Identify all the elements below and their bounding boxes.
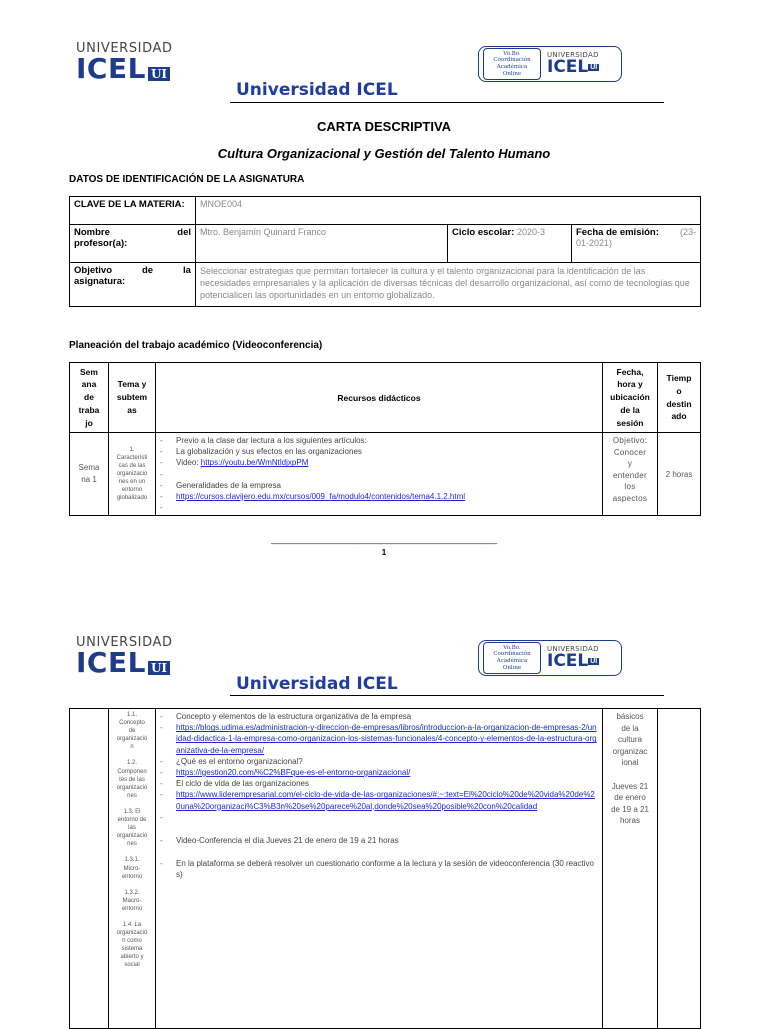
bullet-dash: - bbox=[160, 779, 163, 789]
tema-line: organizacio bbox=[116, 471, 148, 478]
subtema-line: organizació bbox=[116, 736, 148, 743]
row-fecha bbox=[603, 433, 658, 516]
header-fecha bbox=[603, 363, 658, 433]
resource-text: Concepto y elementos de la estructura organizativa de la empresa bbox=[176, 712, 412, 721]
badge-logo-main: ICEL bbox=[547, 57, 589, 77]
header-semana-line: Sem bbox=[80, 366, 98, 377]
badge-logo bbox=[547, 52, 599, 76]
page-number: 1 bbox=[381, 548, 387, 557]
planning-table-continued bbox=[69, 708, 701, 1029]
subtema-line: 1.4. La bbox=[122, 921, 142, 928]
subtema-line: 1.3.2. bbox=[124, 889, 140, 896]
bullet-dash: - bbox=[160, 790, 163, 800]
subtema-line: entorno bbox=[121, 905, 143, 912]
cont-semana bbox=[70, 709, 109, 1029]
subtema-line: Concepto bbox=[119, 720, 145, 727]
badge-logo-top: UNIVERSIDAD bbox=[547, 645, 599, 653]
resource-item bbox=[160, 711, 598, 722]
approval-badge bbox=[478, 46, 622, 82]
header-tiempo-line: destin bbox=[666, 398, 692, 409]
university-title-page2: Universidad ICEL bbox=[236, 674, 398, 694]
tema-line: nes en un bbox=[118, 479, 146, 486]
header-tema-line: Tema y bbox=[117, 379, 147, 390]
header-fecha-line: sesión bbox=[616, 417, 644, 428]
resource-item[interactable] bbox=[160, 767, 598, 778]
document-title: CARTA DESCRIPTIVA bbox=[316, 119, 452, 134]
header-fecha-line: hora y bbox=[617, 379, 643, 390]
tema-line: entorno bbox=[121, 487, 143, 494]
header-recursos: Recursos didácticos bbox=[156, 363, 603, 433]
logo-tag: UI bbox=[148, 67, 170, 81]
subtema-line: organizacio bbox=[116, 784, 148, 791]
bullet-dash: - bbox=[160, 756, 163, 766]
resource-item[interactable] bbox=[160, 457, 598, 468]
resource-text: Video-Conferencia el día Jueves 21 de enero de 19 a 21 horas bbox=[176, 835, 399, 845]
header-tiempo-line: ado bbox=[671, 411, 687, 422]
clave-label: CLAVE DE LA MATERIA: bbox=[70, 197, 196, 225]
fecha-line: Objetivo: bbox=[612, 436, 648, 445]
profesor-value: Mtro. Benjamín Quinard Franco bbox=[196, 225, 448, 263]
fecha-line: organizac bbox=[612, 746, 648, 756]
cont-tema bbox=[109, 709, 156, 1029]
logo-tag: UI bbox=[148, 661, 170, 675]
resource-item[interactable] bbox=[160, 491, 598, 502]
bullet-dash: - bbox=[160, 447, 163, 457]
badge-logo-main: ICEL bbox=[547, 651, 589, 671]
fecha-line: cultura bbox=[617, 735, 642, 745]
profesor-label: Nombre del profesor(a): bbox=[70, 225, 196, 263]
resource-link[interactable]: https://blogs.udima.es/administracion-y-direccion-de-empresas/libros/introduccion-a-la-organizacion-de-empresas-2/unidad-didactica-1-la-empresa-como-organizacion-los-sistemas-funcionales/4-concepto-y-elementos-de-la-estructura-organizativa-de-la-empresa/ bbox=[176, 723, 597, 755]
resource-text: ¿Qué es el entorno organizacional? bbox=[176, 756, 303, 766]
logo-main-text: ICEL bbox=[76, 646, 146, 679]
header-tema bbox=[109, 363, 156, 433]
bullet-dash: - bbox=[160, 436, 163, 445]
resource-item bbox=[160, 812, 598, 823]
resource-item bbox=[160, 858, 598, 880]
subtema-line: abierto y bbox=[120, 954, 144, 961]
bullet-dash: - bbox=[160, 812, 163, 822]
subtema-block bbox=[113, 856, 151, 880]
approval-note: Vo.Bo. Coordinación Académica Online bbox=[483, 48, 541, 80]
section-planeacion: Planeación del trabajo académico (Videoconferencia) bbox=[69, 340, 323, 351]
resource-item[interactable] bbox=[160, 789, 598, 811]
subtema-line: Macro- bbox=[122, 897, 142, 904]
header-tema-line: as bbox=[127, 404, 137, 415]
subtema-line: social bbox=[124, 962, 140, 969]
header-fecha-line: de la bbox=[620, 404, 640, 415]
fecha-emision: Fecha de emisión: (23- 01-2021) bbox=[572, 225, 701, 263]
fecha-line: de enero bbox=[614, 793, 646, 803]
logo-top-text: UNIVERSIDAD bbox=[76, 41, 173, 56]
fecha-line: aspectos bbox=[612, 493, 648, 503]
semana-line: na 1 bbox=[81, 475, 97, 485]
subtema-line: tes de las bbox=[119, 776, 145, 783]
resource-item bbox=[160, 835, 598, 846]
subtema-line: 1.3.1. bbox=[124, 857, 140, 864]
subtema-line: nes bbox=[127, 841, 137, 848]
subtema-line: 1.1. bbox=[126, 712, 137, 718]
fecha-line: horas bbox=[619, 816, 640, 826]
row-tema bbox=[109, 433, 156, 516]
fecha-line bbox=[607, 769, 653, 781]
header-fecha-line: Fecha, bbox=[616, 366, 644, 377]
header-semana bbox=[70, 363, 109, 433]
subtema-line: nes bbox=[127, 792, 137, 799]
subtema-line: las bbox=[128, 825, 136, 832]
fecha-line: Jueves 21 bbox=[611, 781, 649, 791]
bullet-dash: - bbox=[160, 480, 163, 490]
resource-item bbox=[160, 502, 598, 513]
tema-line: globalizado bbox=[116, 495, 148, 502]
clave-value: MNOE004 bbox=[196, 197, 701, 225]
planning-table bbox=[69, 362, 701, 516]
university-title: Universidad ICEL bbox=[236, 80, 398, 100]
subtema-line: n bbox=[130, 744, 134, 751]
header-tema-line: subtem bbox=[116, 392, 148, 403]
subtema-line: n como bbox=[122, 938, 142, 945]
fecha-line: los bbox=[624, 482, 636, 492]
fecha-line: de 19 a 21 bbox=[611, 804, 649, 814]
header-fecha-line: ubicación bbox=[610, 392, 650, 403]
resource-item bbox=[160, 435, 598, 446]
resource-item[interactable] bbox=[160, 722, 598, 756]
section-identification: DATOS DE IDENTIFICACIÓN DE LA ASIGNATURA bbox=[69, 174, 305, 185]
approval-note: Vo.Bo. Coordinación Académica Online bbox=[483, 642, 541, 674]
bullet-dash: - bbox=[160, 469, 163, 479]
cont-tiempo bbox=[658, 709, 701, 1029]
bullet-dash: - bbox=[160, 458, 163, 468]
resource-item bbox=[160, 756, 598, 767]
header-semana-line: traba bbox=[78, 404, 100, 415]
footer-line: _______________________________________________ bbox=[271, 534, 497, 544]
subtema-line: sistema bbox=[121, 946, 143, 953]
badge-logo-tag: UI bbox=[590, 64, 598, 72]
bullet-dash: - bbox=[160, 491, 163, 501]
course-title: Cultura Organizacional y Gestión del Talento Humano bbox=[217, 146, 551, 161]
semana-line: Sema bbox=[78, 463, 100, 473]
subtema-line: 1.2. bbox=[126, 760, 137, 767]
tema-line: Característi bbox=[116, 454, 148, 461]
header-semana-line: de bbox=[84, 392, 94, 403]
header-tiempo-line: o bbox=[676, 385, 682, 396]
ciclo-escolar: Ciclo escolar: 2020-3 bbox=[448, 225, 572, 263]
tema-line: 1. bbox=[129, 446, 135, 453]
badge-logo-top: UNIVERSIDAD bbox=[547, 51, 599, 59]
bullet-dash: - bbox=[160, 723, 163, 733]
subtema-block bbox=[113, 889, 151, 913]
fecha-line: y bbox=[627, 459, 633, 469]
resource-text: En la plataforma se deberá resolver un cuestionario conforme a la lectura y la sesión de videoconferencia (30 reactivos) bbox=[176, 859, 595, 880]
row-semana bbox=[70, 433, 109, 516]
header-tiempo bbox=[658, 363, 701, 433]
bullet-dash: - bbox=[160, 859, 163, 869]
resource-text: La globalización y sus efectos en las organizaciones bbox=[176, 447, 362, 457]
logo-main-text: ICEL bbox=[76, 52, 146, 85]
resource-text: Previo a la clase dar lectura a los siguientes artículos: bbox=[176, 436, 367, 445]
bullet-dash: - bbox=[160, 503, 163, 513]
approval-badge-page2 bbox=[478, 640, 622, 676]
badge-logo bbox=[547, 646, 599, 670]
cont-fecha bbox=[603, 709, 658, 1029]
resource-link[interactable]: https://igestion20.com/%C2%BFque-es-el-entorno-organizacional/ bbox=[176, 767, 411, 777]
resource-text: Video: bbox=[176, 458, 201, 468]
bullet-dash: - bbox=[160, 767, 163, 777]
identification-table bbox=[69, 196, 701, 307]
subtema-line: organizació bbox=[116, 930, 148, 937]
subtema-block bbox=[113, 808, 151, 848]
header-semana-line: ana bbox=[81, 379, 97, 390]
university-logo bbox=[76, 42, 173, 83]
university-logo-page2 bbox=[76, 636, 173, 677]
resource-text: Generalidades de la empresa bbox=[176, 480, 281, 490]
subtema-line: Componen bbox=[117, 768, 147, 775]
objetivo-label: Objetivo de la asignatura: bbox=[70, 263, 196, 307]
resource-link[interactable]: https://www.liderempresarial.com/el-ciclo-de-vida-de-las-organizaciones/#:~:text=El%20ciclo%20de%20vida%20de%20una%20organizaci%C3%B3n%20se%20parece%20al,donde%20sea%20posible%20con%20calidad bbox=[176, 790, 595, 811]
resource-link[interactable]: https://youtu.be/WmNtldjxpPM bbox=[200, 458, 309, 468]
subtema-line: entorno bbox=[121, 873, 143, 880]
row-recursos bbox=[156, 433, 603, 516]
subtema-block bbox=[113, 921, 151, 970]
resource-text: El ciclo de vida de las organizaciones bbox=[176, 779, 309, 789]
resource-item bbox=[160, 480, 598, 491]
resource-item bbox=[160, 469, 598, 480]
subtema-block bbox=[113, 711, 151, 751]
fecha-line: entender bbox=[613, 470, 647, 480]
header-tiempo-line: Tiemp bbox=[666, 373, 692, 383]
badge-logo-tag: UI bbox=[590, 658, 598, 666]
subtema-block bbox=[113, 759, 151, 799]
fecha-line: de la bbox=[621, 723, 639, 733]
fecha-line: Conocer bbox=[613, 447, 647, 457]
tema-line: cas de las bbox=[118, 463, 146, 470]
row-tiempo: 2 horas bbox=[658, 433, 701, 516]
objetivo-value: Seleccionar estrategias que permitan fortalecer la cultura y el talento organizacional para la identificación de las necesidades empresariales y la aplicación de diversas técnicas del desarrollo organizacional, así como de tecnologías que potencialicen las oportunidades en un entorno globalizado. bbox=[196, 263, 701, 307]
subtema-line: entorno de bbox=[117, 817, 147, 824]
subtema-line: organizacio bbox=[116, 833, 148, 840]
subtema-line: de bbox=[128, 728, 136, 735]
fecha-line: ional bbox=[621, 758, 639, 768]
resource-link[interactable]: https://cursos.clavijero.edu.mx/cursos/009_fa/modulo4/contenidos/tema4.1.2.html bbox=[176, 491, 466, 501]
subtema-line: Micro- bbox=[123, 865, 141, 872]
header-semana-line: jo bbox=[85, 417, 93, 428]
header-rule bbox=[230, 102, 664, 103]
header-rule-page2 bbox=[230, 695, 664, 696]
cont-recursos bbox=[156, 709, 603, 1029]
subtema-line: 1.3. El bbox=[123, 808, 141, 815]
bullet-dash: - bbox=[160, 835, 163, 845]
resource-item bbox=[160, 446, 598, 457]
resource-item bbox=[160, 778, 598, 789]
logo-top-text: UNIVERSIDAD bbox=[76, 635, 173, 650]
bullet-dash: - bbox=[160, 712, 163, 721]
fecha-line: básicos bbox=[616, 712, 644, 721]
